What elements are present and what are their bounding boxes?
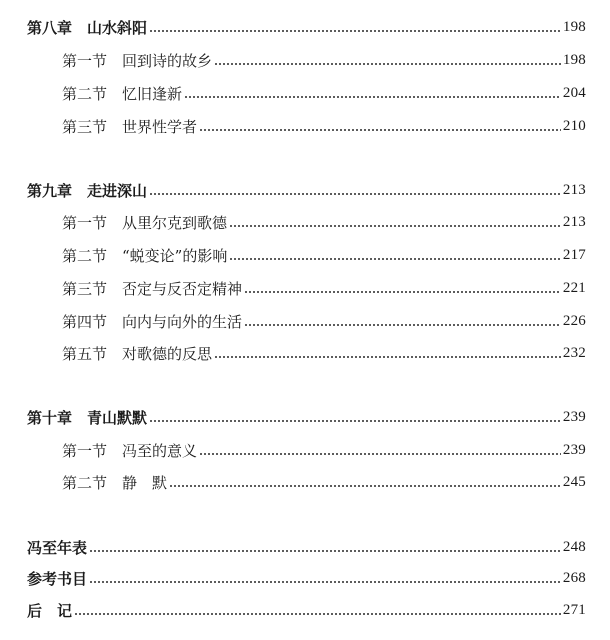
entry-label: 参考书目 [27, 569, 88, 588]
entry-label: 第二节 “蜕变论”的影响 [62, 246, 228, 265]
toc-chapter-9 [0, 178, 610, 202]
page-number: 232 [562, 344, 586, 361]
toc-afterword [0, 598, 610, 622]
page-number: 226 [562, 312, 586, 329]
dot-leader [229, 257, 561, 261]
entry-label: 第五节 对歌德的反思 [62, 344, 213, 363]
toc-chapter-8 [0, 15, 610, 39]
toc-chronology [0, 535, 610, 559]
toc-section [0, 309, 610, 333]
page-number: 248 [562, 538, 586, 555]
toc-section [0, 81, 610, 105]
toc-section [0, 210, 610, 234]
dot-leader [149, 29, 561, 33]
dot-leader [89, 580, 561, 584]
toc-section [0, 48, 610, 72]
entry-label: 第三节 世界性学者 [62, 117, 198, 136]
page-number: 198 [562, 51, 586, 68]
dot-leader [184, 95, 561, 99]
page-number: 245 [562, 473, 586, 490]
entry-label: 第一节 回到诗的故乡 [62, 51, 213, 70]
dot-leader [244, 290, 561, 294]
toc-section [0, 470, 610, 494]
toc-chapter-10 [0, 405, 610, 429]
entry-label: 后 记 [27, 601, 73, 620]
page-number: 268 [562, 569, 586, 586]
toc-bibliography [0, 566, 610, 590]
entry-label: 第二节 静 默 [62, 473, 168, 492]
dot-leader [89, 549, 561, 553]
page-number: 217 [562, 246, 586, 263]
entry-label: 第九章 走进深山 [27, 181, 148, 200]
entry-label: 第一节 冯至的意义 [62, 441, 198, 460]
entry-label: 第十章 青山默默 [27, 408, 148, 427]
dot-leader [214, 62, 561, 66]
toc-section [0, 276, 610, 300]
page-number: 221 [562, 279, 586, 296]
dot-leader [229, 224, 561, 228]
toc-section [0, 341, 610, 365]
toc-section [0, 438, 610, 462]
entry-label: 第三节 否定与反否定精神 [62, 279, 243, 298]
dot-leader [74, 612, 561, 616]
entry-label: 第四节 向内与向外的生活 [62, 312, 243, 331]
page-number: 204 [562, 84, 586, 101]
page-number: 271 [562, 601, 586, 618]
dot-leader [244, 323, 561, 327]
toc-section [0, 114, 610, 138]
entry-label: 第二节 忆旧逢新 [62, 84, 183, 103]
page-number: 213 [562, 181, 586, 198]
page-number: 239 [562, 408, 586, 425]
dot-leader [169, 484, 561, 488]
entry-label: 第八章 山水斜阳 [27, 18, 148, 37]
page-number: 213 [562, 213, 586, 230]
dot-leader [149, 192, 561, 196]
dot-leader [149, 419, 561, 423]
toc-section [0, 243, 610, 267]
page-number: 239 [562, 441, 586, 458]
dot-leader [214, 355, 561, 359]
page-number: 210 [562, 117, 586, 134]
page-number: 198 [562, 18, 586, 35]
dot-leader [199, 128, 561, 132]
entry-label: 冯至年表 [27, 538, 88, 557]
entry-label: 第一节 从里尔克到歌德 [62, 213, 228, 232]
dot-leader [199, 452, 561, 456]
